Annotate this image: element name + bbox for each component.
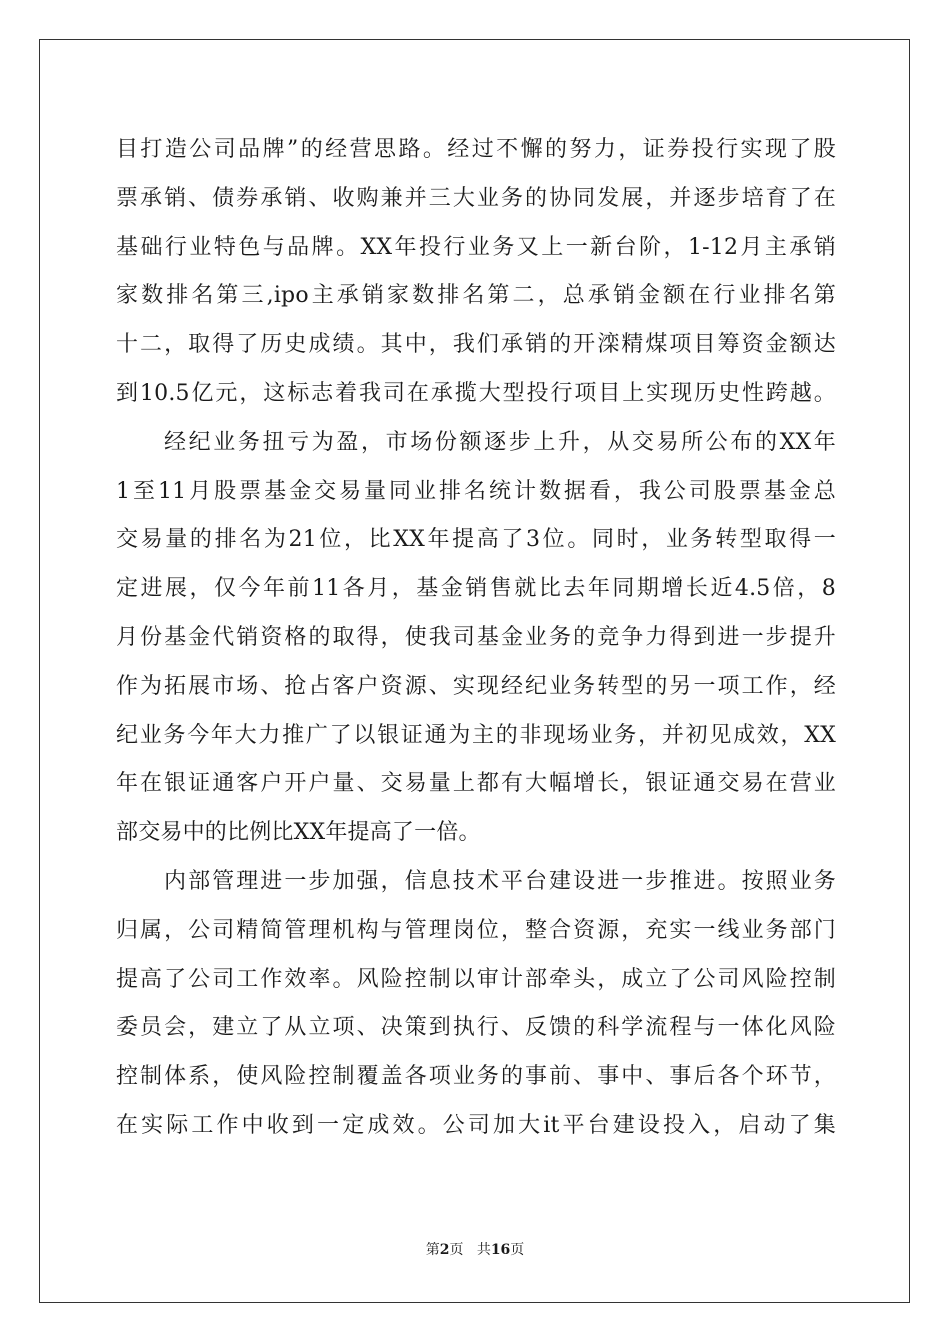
text-line: 基础行业特色与品牌。XX年投行业务又上一新台阶，1-12月主承销 xyxy=(116,234,836,260)
text-line: 经纪业务扭亏为盈，市场份额逐步上升，从交易所公布的XX年 xyxy=(164,429,836,455)
text-line: 到10.5亿元，这标志着我司在承揽大型投行项目上实现历史性跨越。 xyxy=(116,380,836,406)
text-line: 1至11月股票基金交易量同业排名统计数据看，我公司股票基金总 xyxy=(116,478,836,504)
text-line: 定进展，仅今年前11各月，基金销售就比去年同期增长近4.5倍，8 xyxy=(116,576,836,602)
text-line: 家数排名第三,ipo主承销家数排名第二，总承销金额在行业排名第 xyxy=(116,283,836,309)
page-prefix: 第 xyxy=(425,1242,440,1258)
document-body xyxy=(116,126,836,1151)
text-line: 目打造公司品牌”的经营思路。经过不懈的努力，证券投行实现了股 xyxy=(116,137,836,162)
page-total: 16 xyxy=(490,1242,511,1258)
text-line: 提高了公司工作效率。风险控制以审计部牵头，成立了公司风险控制 xyxy=(116,966,836,992)
page-suffix: 页 xyxy=(449,1242,464,1258)
text-line: 在实际工作中收到一定成效。公司加大it平台建设投入，启动了集 xyxy=(116,1112,836,1138)
text-line: 票承销、债券承销、收购兼并三大业务的协同发展，并逐步培育了在 xyxy=(116,185,836,211)
text-line: 作为拓展市场、抢占客户资源、实现经纪业务转型的另一项工作，经 xyxy=(116,673,836,699)
total-prefix: 共 xyxy=(476,1242,491,1258)
page-current: 2 xyxy=(439,1242,450,1258)
text-line: 控制体系，使风险控制覆盖各项业务的事前、事中、事后各个环节， xyxy=(116,1064,836,1090)
text-line: 内部管理进一步加强，信息技术平台建设进一步推进。按照业务 xyxy=(164,868,836,894)
text-line: 部交易中的比例比XX年提高了一倍。 xyxy=(116,820,481,846)
text-line: 月份基金代销资格的取得，使我司基金业务的竞争力得到进一步提升 xyxy=(116,624,836,650)
text-line: 委员会，建立了从立项、决策到执行、反馈的科学流程与一体化风险 xyxy=(116,1015,836,1041)
text-line: 十二，取得了历史成绩。其中，我们承销的开滦精煤项目筹资金额达 xyxy=(116,332,836,358)
page-footer xyxy=(0,1240,950,1260)
total-suffix: 页 xyxy=(510,1242,525,1258)
text-line: 年在银证通客户开户量、交易量上都有大幅增长，银证通交易在营业 xyxy=(116,771,836,797)
text-line: 交易量的排名为21位，比XX年提高了3位。同时，业务转型取得一 xyxy=(116,527,836,553)
text-line: 归属，公司精简管理机构与管理岗位，整合资源，充实一线业务部门 xyxy=(116,917,836,943)
text-line: 纪业务今年大力推广了以银证通为主的非现场业务，并初见成效，XX xyxy=(116,722,836,748)
